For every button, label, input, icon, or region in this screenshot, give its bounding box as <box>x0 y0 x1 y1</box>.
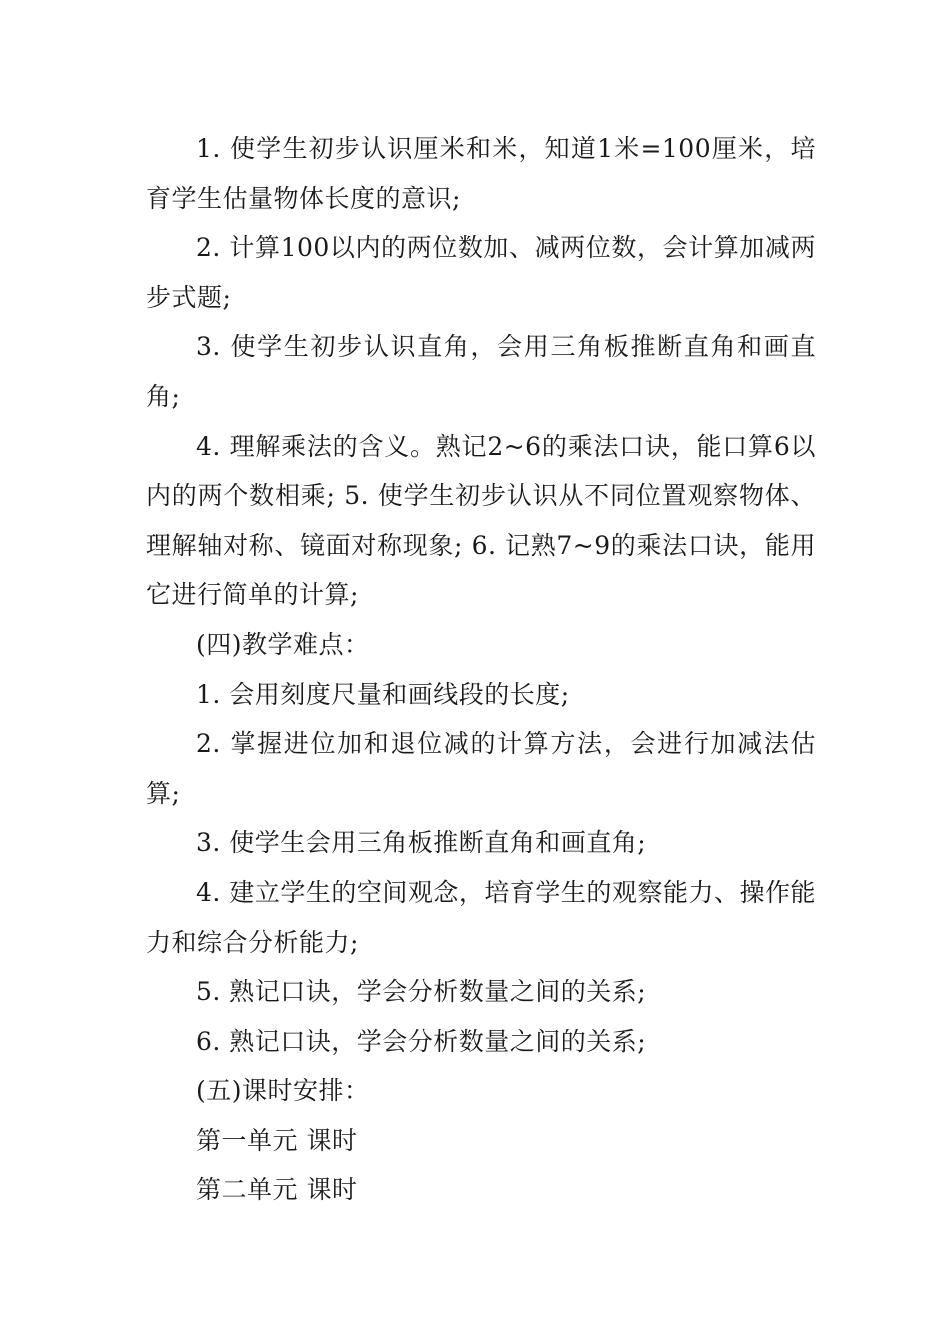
paragraph-goal-3: 3. 使学生初步认识直角，会用三角板推断直角和画直角; <box>146 332 816 411</box>
document-body <box>146 124 816 1215</box>
paragraph-difficulty-3: 3. 使学生会用三角板推断直角和画直角; <box>196 828 647 858</box>
paragraph-goal-2: 2. 计算100以内的两位数加、减两位数，会计算加减两步式题; <box>146 233 816 312</box>
paragraph-goal-4-6: 4. 理解乘法的含义。熟记2~6的乘法口诀，能口算6以内的两个数相乘; 5. 使学生初步认识从不同位置观察物体、理解轴对称、镜面对称现象; 6. 记熟7~9的乘法口诀，能用它进行简单的计算; <box>146 431 816 610</box>
schedule-unit-2: 第二单元 课时 <box>196 1175 358 1205</box>
paragraph-goal-1: 1. 使学生初步认识厘米和米，知道1米=100厘米，培育学生估量物体长度的意识; <box>146 134 816 213</box>
paragraph-difficulty-6: 6. 熟记口诀，学会分析数量之间的关系; <box>196 1026 647 1056</box>
paragraph-difficulty-5: 5. 熟记口诀，学会分析数量之间的关系; <box>196 977 647 1007</box>
section-heading-difficulties: (四)教学难点： <box>196 629 370 659</box>
schedule-unit-1: 第一单元 课时 <box>196 1125 358 1155</box>
section-heading-schedule: (五)课时安排： <box>196 1076 370 1106</box>
paragraph-difficulty-4: 4. 建立学生的空间观念，培育学生的观察能力、操作能力和综合分析能力; <box>146 877 816 957</box>
paragraph-difficulty-1: 1. 会用刻度尺量和画线段的长度; <box>196 679 570 709</box>
paragraph-difficulty-2: 2. 掌握进位加和退位减的计算方法，会进行加减法估算; <box>146 729 816 808</box>
